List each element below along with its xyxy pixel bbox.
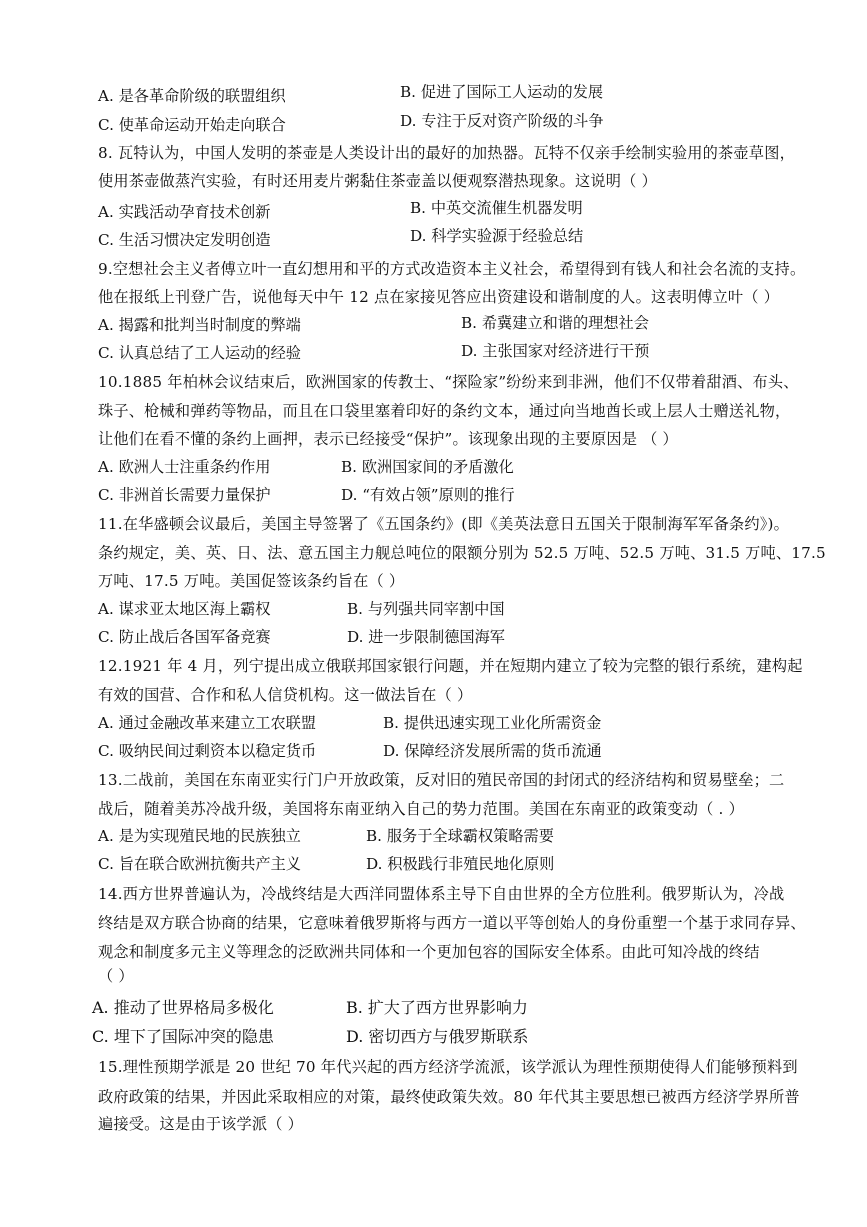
q10-stem-line-2: 珠子、枪械和弹药等物品，而且在口袋里塞着印好的条约文本，通过向当地酋长或上层人士赠送礼物， <box>98 402 791 420</box>
q8-option-c[interactable]: C. 生活习惯决定发明创造 <box>98 231 271 249</box>
q10-option-c[interactable]: C. 非洲首长需要力量保护 <box>98 486 271 504</box>
q9-option-a[interactable]: A. 揭露和批判当时制度的弊端 <box>98 316 301 334</box>
q13-option-d[interactable]: D. 积极践行非殖民地化原则 <box>366 855 555 873</box>
q15-stem-line-3: 遍接受。这是由于该学派（ ） <box>98 1115 304 1133</box>
q9-option-c[interactable]: C. 认真总结了工人运动的经验 <box>98 344 301 362</box>
q14-stem-line-4: （ ） <box>98 967 134 985</box>
q11-option-b[interactable]: B. 与列强共同宰割中国 <box>347 600 505 618</box>
q14-stem-line-1: 14.西方世界普遍认为，冷战终结是大西洋同盟体系主导下自由世界的全方位胜利。俄罗斯认为，冷战 <box>98 885 785 903</box>
q9-stem-line-1: 9.空想社会主义者傅立叶一直幻想用和平的方式改造资本主义社会，希望得到有钱人和社会名流的支持。 <box>98 260 806 278</box>
q10-option-b[interactable]: B. 欧洲国家间的矛盾激化 <box>341 458 514 476</box>
q10-stem-line-1: 10.1885 年柏林会议结束后，欧洲国家的传教士、“探险家”纷纷来到非洲，他们不仅带着甜酒、布头、 <box>98 373 799 391</box>
q14-stem-line-2: 终结是双方联合协商的结果，它意味着俄罗斯将与西方一道以平等创始人的身份重塑一个基于求同存异、 <box>98 914 806 932</box>
q8-stem-line-2: 使用茶壶做蒸汽实验，有时还用麦片粥黏住茶壶盖以便观察潜热现象。这说明（ ） <box>98 172 657 190</box>
q7-option-a[interactable]: A. 是各革命阶级的联盟组织 <box>98 87 286 105</box>
q11-option-c[interactable]: C. 防止战后各国军备竞赛 <box>98 628 271 646</box>
q12-option-d[interactable]: D. 保障经济发展所需的货币流通 <box>383 742 602 760</box>
q8-option-b[interactable]: B. 中英交流催生机器发明 <box>410 199 583 217</box>
q13-stem-line-2: 战后，随着美苏冷战升级，美国将东南亚纳入自己的势力范围。美国在东南亚的政策变动（ . ） <box>98 800 744 818</box>
q14-option-c[interactable]: C. 埋下了国际冲突的隐患 <box>92 1027 274 1046</box>
q7-option-b[interactable]: B. 促进了国际工人运动的发展 <box>400 83 604 101</box>
q9-option-d[interactable]: D. 主张国家对经济进行干预 <box>461 342 650 360</box>
q9-stem-line-2: 他在报纸上刊登广告，说他每天中午 12 点在家接见答应出资建设和谐制度的人。这表明傅立叶（ ） <box>98 288 780 306</box>
q14-option-a[interactable]: A. 推动了世界格局多极化 <box>92 998 274 1017</box>
q14-option-d[interactable]: D. 密切西方与俄罗斯联系 <box>346 1027 529 1046</box>
q12-option-c[interactable]: C. 吸纳民间过剩资本以稳定货币 <box>98 742 317 760</box>
q11-stem-line-1: 11.在华盛顿会议最后，美国主导签署了《五国条约》(即《美英法意日五国关于限制海军军备条约》)。 <box>98 515 790 533</box>
q14-option-b[interactable]: B. 扩大了西方世界影响力 <box>346 998 528 1017</box>
q11-stem-line-2: 条约规定，美、英、日、法、意五国主力舰总吨位的限额分别为 52.5 万吨、52.5 万吨、31.5 万吨、17.5 <box>98 544 826 562</box>
q13-option-b[interactable]: B. 服务于全球霸权策略需要 <box>366 827 554 845</box>
q12-option-a[interactable]: A. 通过金融改革来建立工农联盟 <box>98 714 317 732</box>
q14-stem-line-3: 观念和制度多元主义等理念的泛欧洲共同体和一个更加包容的国际安全体系。由此可知冷战的终结 <box>98 943 760 961</box>
q13-option-a[interactable]: A. 是为实现殖民地的民族独立 <box>98 827 301 845</box>
q10-option-d[interactable]: D. “有效占领”原则的推行 <box>341 486 515 504</box>
q9-option-b[interactable]: B. 希冀建立和谐的理想社会 <box>461 314 649 332</box>
q15-stem-line-1: 15.理性预期学派是 20 世纪 70 年代兴起的西方经济学流派，该学派认为理性预期使得人们能够预料到 <box>98 1058 798 1076</box>
q12-option-b[interactable]: B. 提供迅速实现工业化所需资金 <box>383 714 602 732</box>
q10-stem-line-3: 让他们在看不懂的条约上画押，表示已经接受“保护”。该现象出现的主要原因是 （ ） <box>98 430 678 448</box>
q8-option-d[interactable]: D. 科学实验源于经验总结 <box>410 227 584 245</box>
q8-option-a[interactable]: A. 实践活动孕育技术创新 <box>98 203 271 221</box>
q12-stem-line-2: 有效的国营、合作和私人信贷机构。这一做法旨在（ ） <box>98 686 473 704</box>
q7-option-d[interactable]: D. 专注于反对资产阶级的斗争 <box>400 112 604 130</box>
q12-stem-line-1: 12.1921 年 4 月，列宁提出成立俄联邦国家银行问题，并在短期内建立了较为完整的银行系统，建构起 <box>98 657 803 675</box>
q11-stem-line-3: 万吨、17.5 万吨。美国促签该条约旨在（ ） <box>98 572 405 590</box>
q13-stem-line-1: 13.二战前，美国在东南亚实行门户开放政策，反对旧的殖民帝国的封闭式的经济结构和贸易壁垒；二 <box>98 771 785 789</box>
q7-option-c[interactable]: C. 使革命运动开始走向联合 <box>98 116 286 134</box>
q8-stem-line-1: 8. 瓦特认为，中国人发明的茶壶是人类设计出的最好的加热器。瓦特不仅亲手绘制实验用的茶壶草图， <box>98 144 795 162</box>
q11-option-d[interactable]: D. 进一步限制德国海军 <box>347 628 505 646</box>
q15-stem-line-2: 政府政策的结果，并因此采取相应的对策，最终使政策失效。80 年代其主要思想已被西方经济学界所普 <box>98 1088 800 1106</box>
q11-option-a[interactable]: A. 谋求亚太地区海上霸权 <box>98 600 271 618</box>
q13-option-c[interactable]: C. 旨在联合欧洲抗衡共产主义 <box>98 855 301 873</box>
q10-option-a[interactable]: A. 欧洲人士注重条约作用 <box>98 458 271 476</box>
